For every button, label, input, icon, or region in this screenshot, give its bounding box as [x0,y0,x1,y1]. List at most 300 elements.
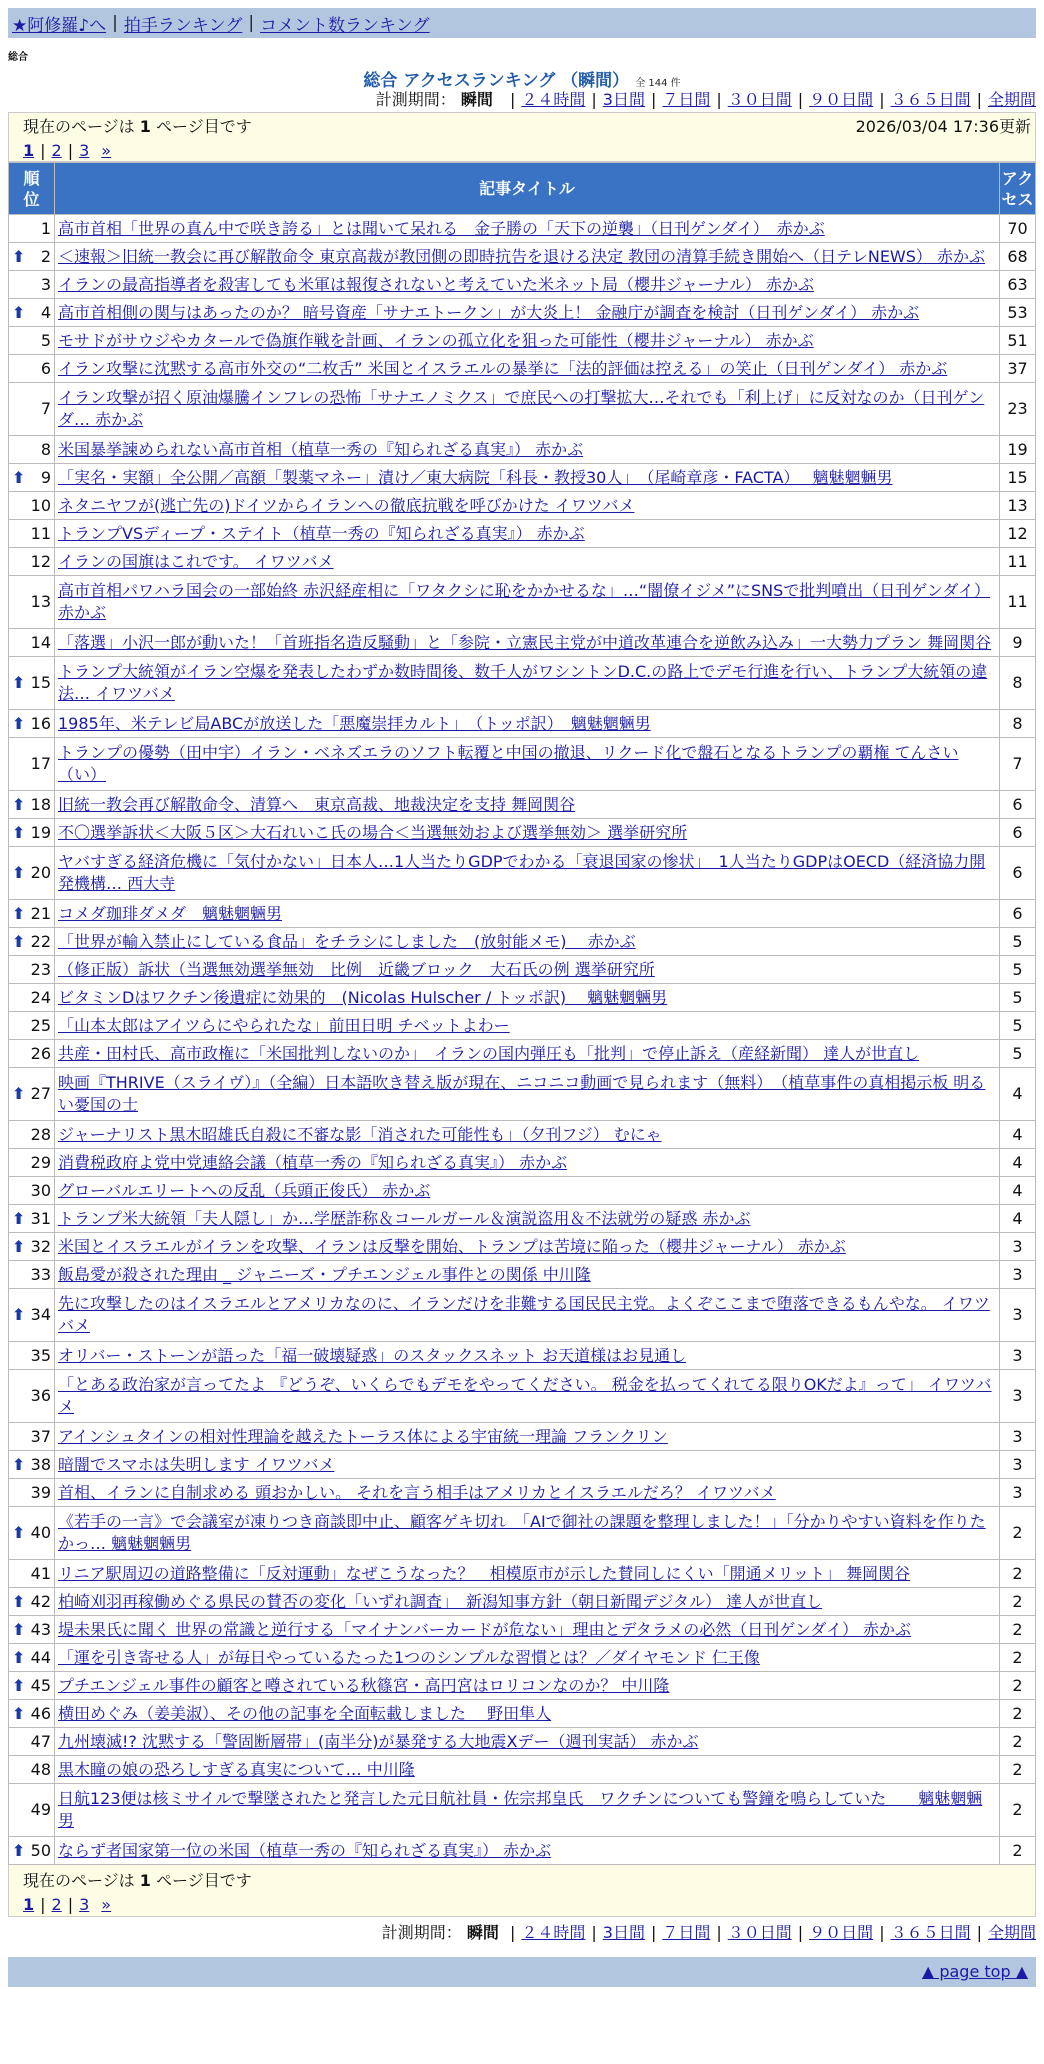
page-status-bottom: 現在のページは 1 ページ目です [23,1871,252,1890]
access-count: 51 [1000,327,1036,355]
title-cell [55,984,1000,1012]
home-link[interactable]: ★阿修羅♪へ [12,15,107,36]
table-row [9,819,1036,847]
access-count: 8 [1000,710,1036,738]
article-link[interactable]: グローバルエリートへの反乱（兵頭正俊氏） 赤かぶ [58,1180,431,1200]
article-link[interactable]: 「運を引き寄せる人」が毎日やっているたった1つのシンプルな習慣とは？／ダイヤモンド 仁王像 [58,1647,760,1667]
table-row [9,1149,1036,1177]
rank-number: 28 [30,1124,51,1144]
access-count: 3 [1000,1261,1036,1289]
access-count: 12 [1000,520,1036,548]
article-link[interactable]: トランプ米大統領「夫人隠し」か…学歴詐称＆コールガール＆演説盗用＆不法就労の疑惑 赤かぶ [58,1208,751,1228]
rank-cell [9,1784,55,1837]
article-link[interactable]: オリバー・ストーンが語った「福一破壊疑惑」のスタックスネット お天道様はお見通し [58,1345,687,1365]
table-row [9,1837,1036,1865]
title-cell [55,1451,1000,1479]
article-link[interactable]: 消費税政府よ党中党連絡会議（植草一秀の『知られざる真実』） 赤かぶ [58,1152,568,1172]
rank-cell [9,1423,55,1451]
title-cell [55,1672,1000,1700]
title-cell [55,1177,1000,1205]
table-row [9,520,1036,548]
rank-cell [9,299,55,327]
table-row [9,327,1036,355]
access-count: 5 [1000,956,1036,984]
table-row [9,576,1036,629]
period-label: 計測期間： [375,90,456,109]
access-count: 3 [1000,1342,1036,1370]
access-count: 2 [1000,1588,1036,1616]
category-label: 総合 [8,52,28,63]
access-count: 3 [1000,1451,1036,1479]
title-cell [55,1149,1000,1177]
up-arrow-icon: ⬆ [12,1619,26,1639]
rank-number: 35 [30,1345,51,1365]
access-count: 53 [1000,299,1036,327]
article-link[interactable]: ジャーナリスト黒木昭雄氏自殺に不審な影「消された可能性も」（夕刊フジ） むにゃ [58,1124,662,1144]
rank-number: 47 [30,1731,51,1751]
rank-number: 17 [30,754,51,773]
title-cell [55,1205,1000,1233]
access-count: 2 [1000,1700,1036,1728]
rank-header: 順 位 [9,163,55,215]
table-row [9,1205,1036,1233]
table-row [9,492,1036,520]
access-count: 6 [1000,847,1036,900]
up-arrow-icon: ⬆ [12,1084,26,1103]
article-link[interactable]: 旧統一教会再び解散命令、清算へ 東京高裁、地裁決定を支持 舞岡関谷 [58,794,576,814]
article-link[interactable]: イランの最高指導者を殺害しても米軍は報復されないと考えていた米ネット局（櫻井ジャーナル） 赤かぶ [58,274,814,294]
pagination-bottom: 1 | 2 | 3 » [23,1895,112,1914]
updated-timestamp: 2026/03/04 17:36更新 [855,117,1031,136]
title-cell [55,243,1000,271]
rank-cell [9,1588,55,1616]
rank-number: 37 [30,1426,51,1446]
rank-cell [9,464,55,492]
period-selector-bottom: 計測期間： 瞬間 | ２４時間 | 3日間 | ７日間 | ３０日間 | ９０日間 | ３６５日間 | 全期間 [381,1923,1036,1942]
up-arrow-icon: ⬆ [12,1454,26,1474]
rank-number: 23 [30,959,51,979]
article-link[interactable]: ネタニヤフが(逃亡先の)ドイツからイランへの徹底抗戦を呼びかけた イワツバメ [58,495,635,515]
access-count: 4 [1000,1205,1036,1233]
access-count: 13 [1000,492,1036,520]
article-link[interactable]: 共産・田村氏、高市政権に「米国批判しないのか」 イランの国内弾圧も「批判」で停止訴え（産経新聞） 達人が世直し [58,1043,920,1063]
rank-number: 3 [40,274,51,294]
title-cell [55,1507,1000,1560]
period-option-2[interactable]: ７日間 [662,90,711,109]
title-cell [55,492,1000,520]
article-link[interactable]: 米国暴挙諫められない高市首相（植草一秀の『知られざる真実』） 赤かぶ [58,439,584,459]
table-row [9,791,1036,819]
article-link[interactable]: 高市首相パワハラ国会の一部始終 赤沢経産相に「ワタクシに恥をかかせるな」…“闇僚イジメ”にSNSで批判噴出（日刊ゲンダイ） 赤かぶ [58,581,991,622]
next-page-link[interactable]: » [101,141,112,160]
page-link-3-bottom[interactable]: 3 [79,1895,90,1914]
rank-number: 32 [30,1236,51,1256]
access-count: 2 [1000,1644,1036,1672]
period-option-4[interactable]: ９０日間 [809,90,874,109]
table-row [9,710,1036,738]
article-link[interactable]: ビタミンDはワクチン後遺症に効果的 (Nicolas Hulscher / トッポ訳) 魑魅魍魎男 [58,987,668,1007]
rank-cell [9,1370,55,1423]
title-cell [55,355,1000,383]
rank-cell [9,1177,55,1205]
table-row [9,1040,1036,1068]
period-option-6[interactable]: 全期間 [987,90,1036,109]
article-link[interactable]: 柏崎刈羽再稼働めぐる県民の賛否の変化「いずれ調査」 新潟知事方針（朝日新聞デジタル） 達人が世直し [58,1591,823,1611]
page-info-top [8,112,1036,162]
access-header: アク セス [1000,163,1036,215]
article-link[interactable]: 不〇選挙訴状＜大阪５区＞大石れいこ氏の場合＜当選無効および選挙無効＞ 選挙研究所 [58,822,688,842]
access-count: 11 [1000,548,1036,576]
up-arrow-icon: ⬆ [12,794,26,814]
rank-cell [9,710,55,738]
article-link[interactable]: 1985年、米テレビ局ABCが放送した「悪魔崇拝カルト」 （トッポ訳） 魑魅魍魎男 [58,713,651,733]
access-count: 6 [1000,900,1036,928]
page-link-2-bottom[interactable]: 2 [51,1895,62,1914]
article-link[interactable]: 高市首相「世界の真ん中で咲き誇る」とは聞いて呆れる 金子勝の「天下の逆襲」（日刊ゲンダイ） 赤かぶ [58,218,825,238]
article-link[interactable]: 「世界が輸入禁止にしている食品」をチラシにしました (放射能メモ) 赤かぶ [58,931,636,951]
rank-number: 39 [30,1482,51,1502]
title-cell [55,1728,1000,1756]
rank-number: 26 [30,1043,51,1063]
article-link[interactable]: コメダ珈琲ダメダ 魑魅魍魎男 [58,903,283,923]
table-row [9,215,1036,243]
article-link[interactable]: イラン攻撃が招く原油爆騰インフレの恐怖「サナエノミクス」で庶民への打撃拡大…それでも「利上げ」に反対なのか（日刊ゲンダ… 赤かぶ [58,388,985,429]
article-link[interactable]: モサドがサウジやカタールで偽旗作戦を計画、イランの孤立化を狙った可能性（櫻井ジャーナル） 赤かぶ [58,330,814,350]
title-cell [55,1560,1000,1588]
table-row [9,1672,1036,1700]
page-top-link[interactable]: ▲ page top ▲ [921,1962,1028,1981]
rank-cell [9,1068,55,1121]
title-cell [55,327,1000,355]
period-option-2-bottom[interactable]: ７日間 [662,1923,711,1942]
up-arrow-icon: ⬆ [12,1305,26,1324]
up-arrow-icon: ⬆ [12,931,26,951]
title-cell [55,1040,1000,1068]
article-link[interactable]: ＜速報＞旧統一教会に再び解散命令 東京高裁が教団側の即時抗告を退ける決定 教団の清算手続き開始へ（日テレNEWS） 赤かぶ [58,246,985,266]
rank-number: 24 [30,987,51,1007]
page-title-text: 総合 アクセスランキング （瞬間） [363,71,630,91]
table-row [9,657,1036,710]
article-link[interactable]: 「とある政治家が言ってたよ 『どうぞ、いくらでもデモをやってください。 税金を払ってくれてる限りOKだよ』って」 イワツバメ [58,1375,992,1416]
title-cell [55,1233,1000,1261]
rank-cell [9,1233,55,1261]
access-count: 5 [1000,928,1036,956]
page-link-1[interactable]: 1 [23,141,35,160]
article-link[interactable]: イランの国旗はこれです。 イワツバメ [58,551,334,571]
access-count: 3 [1000,1233,1036,1261]
table-row [9,464,1036,492]
page-link-3[interactable]: 3 [79,141,90,160]
page-title [8,66,1036,91]
rank-number: 42 [30,1591,51,1611]
table-row [9,1700,1036,1728]
rank-number: 29 [30,1152,51,1172]
title-cell [55,1012,1000,1040]
table-row [9,355,1036,383]
rank-number: 40 [30,1523,51,1542]
up-arrow-icon: ⬆ [12,467,26,487]
period-option-4-bottom[interactable]: ９０日間 [809,1923,874,1942]
access-count: 2 [1000,1616,1036,1644]
up-arrow-icon: ⬆ [12,1208,26,1228]
table-row [9,1261,1036,1289]
up-arrow-icon: ⬆ [12,822,26,842]
comment-ranking-link[interactable]: コメント数ランキング [260,15,430,36]
table-row [9,629,1036,657]
article-link[interactable]: 映画『THRIVE（スライヴ）』（全編）日本語吹き替え版が現在、ニコニコ動画で見られます（無料） （植草事件の真相掲示板 明るい憂国の士 [58,1073,986,1114]
page-link-1-bottom[interactable]: 1 [23,1895,35,1914]
table-row [9,1479,1036,1507]
access-count: 23 [1000,383,1036,436]
title-cell [55,1479,1000,1507]
rank-number: 6 [40,358,51,378]
rank-cell [9,355,55,383]
rank-number: 1 [40,218,51,238]
rank-cell [9,1342,55,1370]
title-cell [55,1370,1000,1423]
rank-cell [9,1205,55,1233]
period-option-0-bottom[interactable]: ２４時間 [521,1923,586,1942]
rank-cell [9,1121,55,1149]
access-count: 5 [1000,1040,1036,1068]
rank-cell [9,436,55,464]
footer-bar [8,1957,1036,1987]
period-option-0[interactable]: ２４時間 [521,90,586,109]
title-cell [55,1588,1000,1616]
article-link[interactable]: 高市首相側の関与はあったのか？ 暗号資産「サナエトークン」が大炎上！ 金融庁が調査を検討（日刊ゲンダイ） 赤かぶ [58,302,920,322]
article-link[interactable]: 日航123便は核ミサイルで撃墜されたと発言した元日航社員・佐宗邦皇氏 ワクチンについても警鐘を鳴らしていた 魑魅魍魎男 [58,1789,983,1830]
total-count: 全 144 件 [635,78,681,89]
rank-cell [9,1451,55,1479]
rank-cell [9,1479,55,1507]
table-row [9,1342,1036,1370]
access-count: 68 [1000,243,1036,271]
rank-number: 36 [30,1386,51,1405]
access-count: 7 [1000,738,1036,791]
rank-cell [9,1289,55,1342]
table-row [9,1616,1036,1644]
rank-cell [9,383,55,436]
table-row [9,548,1036,576]
rank-number: 41 [30,1563,51,1583]
table-row [9,1068,1036,1121]
rank-cell [9,1700,55,1728]
title-cell [55,738,1000,791]
article-link[interactable]: ヤバすぎる経済危機に「気付かない」日本人…1人当たりGDPでわかる「衰退国家の惨状」 1人当たりGDPはOECD（経済協力開発機構… 西大寺 [58,852,986,893]
article-link[interactable]: 「実名・実額」全公開／高額「製薬マネー」漬け／東大病院「科長・教授30人」 （尾崎章彦・FACTA） 魑魅魍魎男 [58,467,893,487]
article-link[interactable]: 九州壊滅!? 沈黙する「警固断層帯」(南半分)が暴発する大地震Xデー（週刊実話） 赤かぶ [58,1731,699,1751]
article-link[interactable]: トランプの優勢（田中宇）イラン・ベネズエラのソフト転覆と中国の撤退、リクード化で盤石となるトランプの覇権 てんさい（い） [58,743,959,784]
rank-cell [9,791,55,819]
access-count: 2 [1000,1756,1036,1784]
article-link[interactable]: 《若手の一言》で会議室が凍りつき商談即中止、顧客ゲキ切れ 「AIで御社の課題を整理しました！」「分かりやすい資料を作りたかっ… 魑魅魍魎男 [58,1512,986,1553]
pagination-top: 1 | 2 | 3 » [23,141,112,160]
access-count: 8 [1000,657,1036,710]
next-page-link-bottom[interactable]: » [101,1895,112,1914]
access-count: 4 [1000,1068,1036,1121]
rank-number: 15 [30,673,51,692]
article-link[interactable]: アインシュタインの相対性理論を越えたトーラス体による宇宙統一理論 フランクリン [58,1426,668,1446]
rank-cell [9,1507,55,1560]
rank-number: 8 [40,439,51,459]
table-row [9,1451,1036,1479]
table-row [9,956,1036,984]
rank-cell [9,1149,55,1177]
access-count: 2 [1000,1672,1036,1700]
access-count: 6 [1000,791,1036,819]
title-cell [55,1261,1000,1289]
access-count: 19 [1000,436,1036,464]
up-arrow-icon: ⬆ [12,1675,26,1695]
article-link[interactable]: 米国とイスラエルがイランを攻撃、イランは反撃を開始、トランプは苦境に陥った（櫻井ジャーナル） 赤かぶ [58,1236,846,1256]
period-option-3[interactable]: ３０日間 [727,90,792,109]
rank-number: 22 [30,931,51,951]
rank-cell [9,1756,55,1784]
up-arrow-icon: ⬆ [12,1840,26,1860]
article-link[interactable]: プチエンジェル事件の顧客と噂されている秋篠宮・高円宮はロリコンなのか？ 中川隆 [58,1675,670,1695]
rank-cell [9,928,55,956]
access-count: 4 [1000,1149,1036,1177]
table-row [9,1370,1036,1423]
article-link[interactable]: 首相、イランに自制求める 頭おかしい。 それを言う相手はアメリカとイスラエルだろ？ イワツバメ [58,1482,776,1502]
up-arrow-icon: ⬆ [12,1523,26,1542]
access-count: 3 [1000,1370,1036,1423]
rank-cell [9,657,55,710]
article-link[interactable]: 「山本太郎はアイツらにやられたな」前田日明 チベットよわー [58,1015,510,1035]
period-current-bottom: 瞬間 [466,1923,499,1942]
access-count: 2 [1000,1560,1036,1588]
article-link[interactable]: イラン攻撃に沈黙する高市外交の“二枚舌” 米国とイスラエルの暴挙に「法的評価は控える」の笑止（日刊ゲンダイ） 赤かぶ [58,358,948,378]
rank-number: 4 [40,302,51,322]
rank-number: 33 [30,1264,51,1284]
rank-number: 18 [30,794,51,814]
article-link[interactable]: 先に攻撃したのはイスラエルとアメリカなのに、イランだけを非難する国民民主党。よくぞここまで堕落できるもんやな。 イワツバメ [58,1294,990,1335]
rank-cell [9,548,55,576]
table-row [9,1560,1036,1588]
article-link[interactable]: 飯島愛が殺された理由 _ ジャニーズ・プチエンジェル事件との関係 中川隆 [58,1264,591,1284]
up-arrow-icon: ⬆ [12,302,26,322]
article-link[interactable]: 黒木瞳の娘の恐ろしすぎる真実について… 中川隆 [58,1759,415,1779]
article-link[interactable]: 暗闇でスマホは失明します イワツバメ [58,1454,335,1474]
table-row [9,1728,1036,1756]
access-count: 3 [1000,1479,1036,1507]
table-row [9,738,1036,791]
title-cell [55,791,1000,819]
up-arrow-icon: ⬆ [12,1236,26,1256]
title-cell [55,436,1000,464]
title-cell [55,215,1000,243]
applause-ranking-link[interactable]: 拍手ランキング [123,15,243,36]
up-arrow-icon: ⬆ [12,713,26,733]
title-cell [55,1289,1000,1342]
rank-number: 12 [30,551,51,571]
period-option-1[interactable]: 3日間 [602,90,645,109]
access-count: 4 [1000,1121,1036,1149]
rank-cell [9,984,55,1012]
title-cell [55,928,1000,956]
rank-cell [9,492,55,520]
article-link[interactable]: リニア駅周辺の道路整備に「反対運動」なぜこうなった？ 相模原市が示した賛同しにくい「開通メリット」 舞岡関谷 [58,1563,911,1583]
up-arrow-icon: ⬆ [12,246,26,266]
article-link[interactable]: 横田めぐみ（姜美淑）、その他の記事を全面転載しました 野田隼人 [58,1703,552,1723]
article-link[interactable]: 「落選」小沢一郎が動いた！「首班指名造反騒動」と「参院・立憲民主党が中道改革連合を逆飲み込み」一大勢力プラン 舞岡関谷 [58,632,992,652]
rank-number: 30 [30,1180,51,1200]
page-info-bottom [8,1865,1036,1917]
table-row [9,984,1036,1012]
title-cell [55,1644,1000,1672]
rank-cell [9,819,55,847]
rank-number: 14 [30,632,51,652]
article-link[interactable]: トランプ大統領がイラン空爆を発表したわずか数時間後、数千人がワシントンD.C.の路上でデモ行進を行い、トランプ大統領の違法… イワツバメ [58,662,988,703]
period-label-bottom: 計測期間： [381,1923,462,1942]
up-arrow-icon: ⬆ [12,863,26,882]
rank-number: 7 [40,399,51,418]
title-cell [55,1121,1000,1149]
access-count: 2 [1000,1837,1036,1865]
access-count: 15 [1000,464,1036,492]
period-option-6-bottom[interactable]: 全期間 [987,1923,1036,1942]
table-row [9,299,1036,327]
rank-cell [9,847,55,900]
period-option-5[interactable]: ３６５日間 [890,90,971,109]
title-cell [55,629,1000,657]
title-cell [55,657,1000,710]
access-count: 37 [1000,355,1036,383]
period-option-1-bottom[interactable]: 3日間 [602,1923,645,1942]
up-arrow-icon: ⬆ [12,903,26,923]
up-arrow-icon: ⬆ [12,673,26,692]
rank-cell [9,1672,55,1700]
access-count: 11 [1000,576,1036,629]
table-row [9,1756,1036,1784]
title-cell [55,1756,1000,1784]
title-cell [55,710,1000,738]
period-selector-top: 計測期間： 瞬間 | ２４時間 | 3日間 | ７日間 | ３０日間 | ９０日間 | ３６５日間 | 全期間 [375,90,1036,109]
access-count: 2 [1000,1728,1036,1756]
article-link[interactable]: （修正版）訴状（当選無効選挙無効 比例 近畿ブロック 大石氏の例 選挙研究所 [58,959,655,979]
rank-cell [9,215,55,243]
page-link-2[interactable]: 2 [51,141,62,160]
rank-number: 44 [30,1647,51,1667]
rank-cell [9,1837,55,1865]
table-row [9,1012,1036,1040]
article-link[interactable]: 堤未果氏に聞く 世界の常識と逆行する「マイナンバーカードが危ない」理由とデタラメの必然（日刊ゲンダイ） 赤かぶ [58,1619,912,1639]
table-row [9,243,1036,271]
table-row [9,1289,1036,1342]
period-option-5-bottom[interactable]: ３６５日間 [890,1923,971,1942]
title-cell [55,383,1000,436]
table-row [9,1177,1036,1205]
rank-cell [9,1616,55,1644]
rank-cell [9,271,55,299]
article-link[interactable]: ならず者国家第一位の米国（植草一秀の『知られざる真実』） 赤かぶ [58,1840,552,1860]
article-link[interactable]: トランプVSディープ・ステイト（植草一秀の『知られざる真実』） 赤かぶ [58,523,585,543]
title-cell [55,548,1000,576]
rank-cell [9,900,55,928]
table-row [9,1423,1036,1451]
rank-cell [9,1261,55,1289]
period-option-3-bottom[interactable]: ３０日間 [727,1923,792,1942]
table-row [9,1644,1036,1672]
title-cell [55,464,1000,492]
rank-cell [9,520,55,548]
rank-number: 50 [30,1840,51,1860]
up-arrow-icon: ⬆ [12,1591,26,1611]
access-count: 3 [1000,1289,1036,1342]
rank-number: 13 [30,592,51,611]
access-count: 2 [1000,1507,1036,1560]
table-row [9,436,1036,464]
